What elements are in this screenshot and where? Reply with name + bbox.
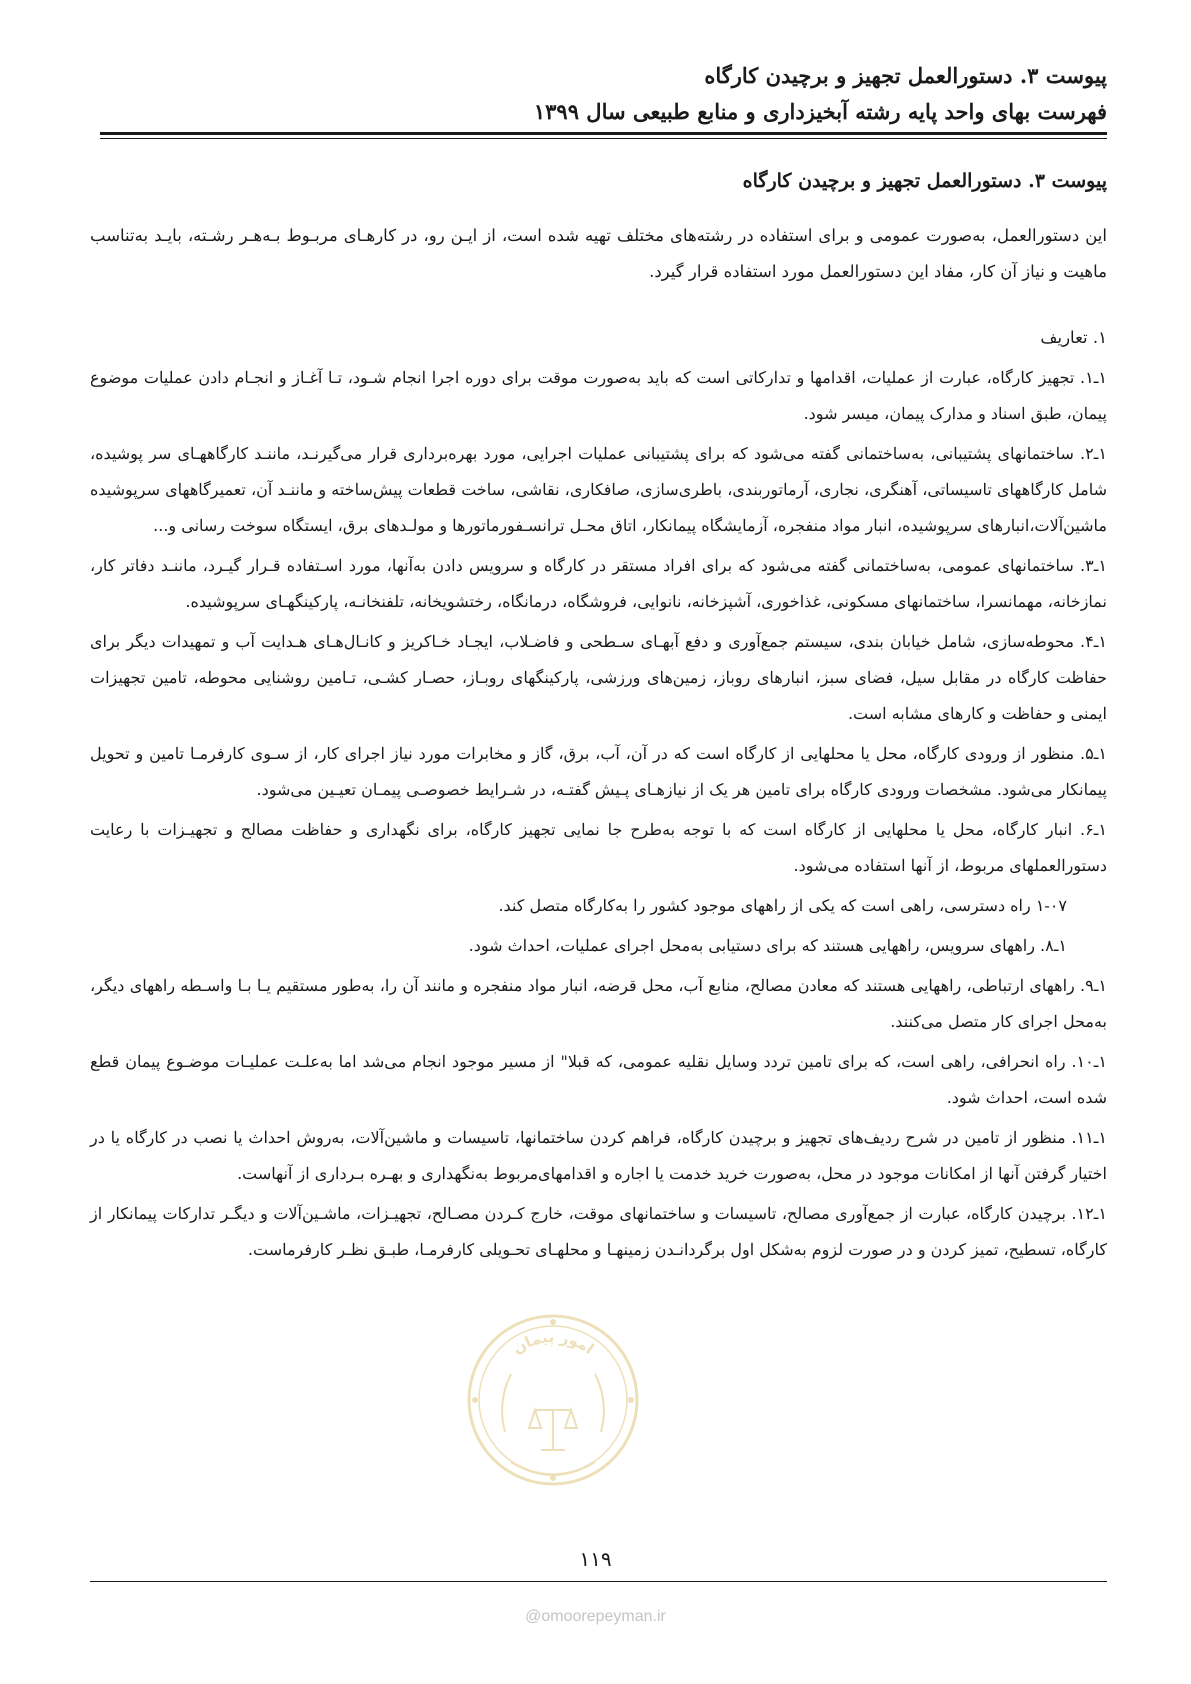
definition-paragraph: ۱-۰۷ راه دسترسی، راهی است که یکی از راههای موجود کشور را به‌کارگاه متصل کند. bbox=[498, 896, 1067, 915]
definition-paragraph: ۱ـ۱۲. برچیدن کارگاه، عبارت از جمع‌آوری مصالح، تاسیسات و ساختمانهای موقت، خارج کـردن مصـالح، تجهیـزات، ماشـین‌آلات و دیگـر تدارکات پیمانکار از کارگاه، تسطیح، تمیز کردن و در صورت لزوم به‌شکل اول برگردانـدن زمینهـا و محلهـای تحـویلی کارفرمـا، طبـق نظـر کارفرماست. bbox=[90, 1204, 1107, 1259]
definition-paragraph: ۱ـ۸. راههای سرویس، راههایی هستند که برای دستیابی به‌محل اجرای عملیات، احداث شود. bbox=[468, 936, 1067, 955]
definition-paragraph: ۱ـ۱۱. منظور از تامین در شرح ردیف‌های تجهیز و برچیدن کارگاه، فراهم کردن ساختمانها، تاسیسات و ماشین‌آلات، به‌روش احداث یا نصب در کارگاه یا در اختیار گرفتن آنها از امکانات موجود در محل، به‌صورت خرید خدمت یا اجاره و اقدامهای‌مربوط به‌نگهداری و بهـره بـرداری از آنهاست. bbox=[90, 1128, 1107, 1183]
header-rule bbox=[100, 132, 1107, 135]
definition-paragraph: ۱ـ۳. ساختمانهای عمومی، به‌ساختمانی گفته می‌شود که برای افراد مستقر در کارگاه و سرویس دادن به‌آنها، مورد اسـتفاده قـرار گیـرد، ماننـد دفاتر کار، نمازخانه، مهمانسرا، ساختمانهای مسکونی، غذاخوری، آشپزخانه، نانوایی، فروشگاه، درمانگاه، رختشویخانه، تلفنخانـه، پارکینگهـای سرپوشیده. bbox=[90, 556, 1107, 611]
watermark-seal-icon bbox=[465, 1312, 641, 1498]
definition-paragraph: ۱ـ۴. محوطه‌سازی، شامل خیابان بندی، سیستم جمع‌آوری و دفع آبهـای سـطحی و فاضـلاب، ایجـاد خـاکریز و کانـال‌هـای هـدایت آب و تمهیدات دیگر برای حفاظت کارگاه در مقابل سیل، فضای سبز، انبارهای روباز، زمین‌های ورزشی، پارکینگهای روبـاز، حصـار کشـی، تـامین روشنایی محوطه، تامین تجهیزات ایمنی و حفاظت و کارهای مشابه است. bbox=[90, 632, 1107, 723]
header-chapter-title: پیوست ۳. دستورالعمل تجهیز و برچیدن کارگاه bbox=[704, 63, 1107, 88]
definition-paragraph: ۱ـ۹. راههای ارتباطی، راههایی هستند که معادن مصالح، منابع آب، محل قرضه، انبار مواد منفجره و مانند آن را، به‌طور مستقیم یـا بـا واسـطه راههای دیگر، به‌محل اجرای کار متصل می‌کنند. bbox=[90, 976, 1108, 1031]
svg-text:امور پیمان: امور پیمان bbox=[509, 1327, 598, 1358]
running-header bbox=[100, 58, 1107, 130]
definition-paragraph: ۱ـ۱۰. راه انحرافی، راهی است، که برای تامین تردد وسایل نقلیه عمومی، که قبلا" از مسیر موجود انجام می‌شد اما به‌علـت عملیـات موضـوع پیمان قطع شده است، احداث شود. bbox=[90, 1052, 1107, 1107]
definition-paragraph: ۱ـ۵. منظور از ورودی کارگاه، محل یا محلهایی از کارگاه است که در آن، آب، برق، گاز و مخابرات مورد نیاز اجرای کار، از سـوی کارفرمـا تامین و تحویل پیمانکار می‌شود. مشخصات ورودی کارگاه برای تامین هر یک از نیازهـای پـیش گفتـه، در شـرایط خصوصـی پیمـان تعیـین می‌شود. bbox=[90, 744, 1107, 799]
page-body bbox=[90, 164, 1107, 1272]
spacer bbox=[90, 290, 1107, 320]
section-title: پیوست ۳. دستورالعمل تجهیز و برچیدن کارگاه bbox=[742, 170, 1107, 192]
header-rule-thin bbox=[100, 138, 1107, 139]
definition-paragraph: ۱ـ۲. ساختمانهای پشتیبانی، به‌ساختمانی گفته می‌شود که برای پشتیبانی عملیات اجرایی، مورد بهره‌برداری قرار می‌گیرنـد، ماننـد کارگاههـای سر پوشیده، شامل کارگاههای تاسیساتی، آهنگری، نجاری، آرماتوربندی، باطری‌سازی، صافکاری، نقاشی، ساخت قطعات پیش‌ساخته و ماننـد آن، تعمیرگاههای سرپوشیده ماشین‌آلات،انبارهای سرپوشیده، انبار مواد منفجره، آزمایشگاه پیمانکار، اتاق محـل ترانسـفورماتورها و مولـدهای برق، ایستگاه سوخت رسانی و... bbox=[90, 444, 1107, 535]
definitions-heading: ۱. تعاریف bbox=[1040, 328, 1107, 347]
page-number: ۱۱۹ bbox=[579, 1547, 612, 1571]
footer-rule bbox=[90, 1581, 1107, 1582]
watermark-url: @omoorepeyman.ir bbox=[525, 1608, 666, 1625]
intro-paragraph: این دستورالعمل، به‌صورت عمومی و برای استفاده در رشته‌های مختلف تهیه شده است، از ایـن رو، در کارهـای مربـوط بـه‌هـر رشـته، بایـد به‌تناسب ماهیت و نیاز آن کار، مفاد این دستورالعمل مورد استفاده قرار گیرد. bbox=[90, 226, 1107, 281]
definition-paragraph: ۱ـ۶. انبار کارگاه، محل یا محلهایی از کارگاه است که با توجه به‌طرح جا نمایی تجهیز کارگاه، برای نگهداری و حفاظت مصالح و تجهیـزات با رعایت دستورالعملهای مربوط، از آنها استفاده می‌شود. bbox=[90, 820, 1108, 875]
definition-paragraph: ۱ـ۱. تجهیز کارگاه، عبارت از عملیات، اقدامها و تدارکاتی است که باید به‌صورت موقت برای دوره اجرا انجام شـود، تـا آغـاز و انجـام دادن عملیات موضوع پیمان، طبق اسناد و مدارک پیمان، میسر شود. bbox=[90, 368, 1108, 423]
header-document-title: فهرست بهای واحد پایه رشته آبخیزداری و منابع طبیعی سال ۱۳۹۹ bbox=[533, 99, 1107, 124]
